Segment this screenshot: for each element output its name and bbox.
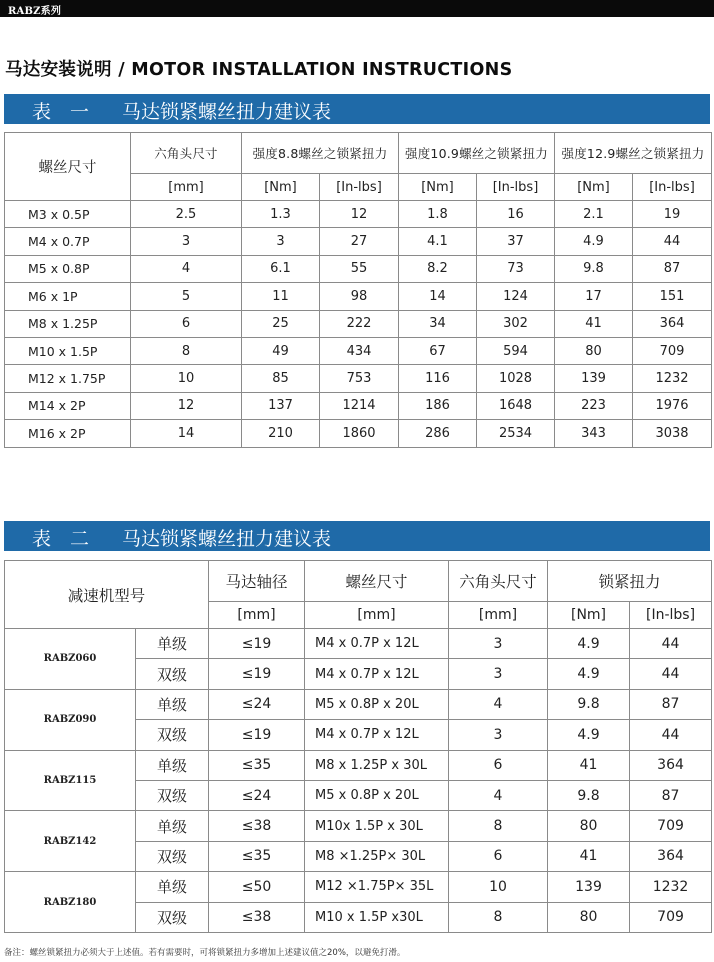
value-cell: 302 bbox=[477, 310, 555, 337]
table-row bbox=[5, 337, 712, 364]
reducer-model-cell: RABZ180 bbox=[5, 872, 136, 933]
reducer-model-cell: RABZ060 bbox=[5, 629, 136, 690]
unit-cell: [Nm] bbox=[555, 174, 633, 201]
header-hex-size: 六角头尺寸 bbox=[449, 561, 548, 602]
value-cell: 55 bbox=[320, 255, 399, 282]
unit-cell: [In-lbs] bbox=[633, 174, 712, 201]
value-cell: 27 bbox=[320, 228, 399, 255]
value-cell: 87 bbox=[633, 255, 712, 282]
table-row bbox=[5, 392, 712, 419]
table1-banner bbox=[4, 94, 710, 124]
table-row bbox=[5, 255, 712, 282]
stage-cell: 双级 bbox=[136, 841, 209, 871]
table2-banner bbox=[4, 521, 710, 551]
screw-size-cell: M16 x 2P bbox=[5, 420, 131, 447]
screw-size-cell: M8 x 1.25P bbox=[5, 310, 131, 337]
value-cell: 4.1 bbox=[399, 228, 477, 255]
screw-size-cell: M10 x 1.5P x30L bbox=[305, 902, 449, 932]
value-cell: 9.8 bbox=[548, 780, 630, 810]
value-cell: ≤24 bbox=[209, 689, 305, 719]
page-title: 马达安装说明 / MOTOR INSTALLATION INSTRUCTIONS bbox=[5, 60, 513, 80]
stage-cell: 双级 bbox=[136, 720, 209, 750]
value-cell: 709 bbox=[630, 902, 712, 932]
screw-size-cell: M4 x 0.7P bbox=[5, 228, 131, 255]
value-cell: 3 bbox=[449, 629, 548, 659]
value-cell: 9.8 bbox=[555, 255, 633, 282]
stage-cell: 单级 bbox=[136, 629, 209, 659]
value-cell: 2.5 bbox=[131, 201, 242, 228]
value-cell: ≤19 bbox=[209, 720, 305, 750]
unit-cell: [mm] bbox=[131, 174, 242, 201]
value-cell: ≤38 bbox=[209, 902, 305, 932]
value-cell: 1028 bbox=[477, 365, 555, 392]
table2-title: 马达锁紧螺丝扭力建议表 bbox=[122, 528, 332, 550]
value-cell: ≤35 bbox=[209, 750, 305, 780]
value-cell: 124 bbox=[477, 283, 555, 310]
unit-cell: [Nm] bbox=[399, 174, 477, 201]
reducer-screw-table bbox=[4, 560, 712, 933]
value-cell: 116 bbox=[399, 365, 477, 392]
table2-number: 表 二 bbox=[32, 528, 90, 550]
screw-size-cell: M6 x 1P bbox=[5, 283, 131, 310]
value-cell: 14 bbox=[399, 283, 477, 310]
unit-cell: [mm] bbox=[209, 602, 305, 629]
header-grade-8-8: 强度8.8螺丝之锁紧扭力 bbox=[242, 133, 399, 174]
stage-cell: 单级 bbox=[136, 811, 209, 841]
header-grade-12-9: 强度12.9螺丝之锁紧扭力 bbox=[555, 133, 712, 174]
value-cell: 80 bbox=[548, 811, 630, 841]
value-cell: 10 bbox=[131, 365, 242, 392]
screw-size-cell: M8 ×1.25P× 30L bbox=[305, 841, 449, 871]
value-cell: 3038 bbox=[633, 420, 712, 447]
value-cell: 6 bbox=[449, 841, 548, 871]
unit-cell: [Nm] bbox=[548, 602, 630, 629]
value-cell: 434 bbox=[320, 337, 399, 364]
value-cell: 41 bbox=[548, 841, 630, 871]
value-cell: 37 bbox=[477, 228, 555, 255]
table-row bbox=[5, 201, 712, 228]
value-cell: ≤19 bbox=[209, 659, 305, 689]
value-cell: 3 bbox=[242, 228, 320, 255]
value-cell: 709 bbox=[633, 337, 712, 364]
value-cell: 364 bbox=[633, 310, 712, 337]
value-cell: ≤35 bbox=[209, 841, 305, 871]
value-cell: 1232 bbox=[630, 872, 712, 902]
value-cell: 10 bbox=[449, 872, 548, 902]
table-row bbox=[5, 365, 712, 392]
value-cell: 44 bbox=[630, 629, 712, 659]
value-cell: 3 bbox=[449, 659, 548, 689]
value-cell: 19 bbox=[633, 201, 712, 228]
value-cell: 3 bbox=[131, 228, 242, 255]
value-cell: 4.9 bbox=[548, 629, 630, 659]
value-cell: 753 bbox=[320, 365, 399, 392]
value-cell: 67 bbox=[399, 337, 477, 364]
value-cell: 80 bbox=[555, 337, 633, 364]
stage-cell: 双级 bbox=[136, 902, 209, 932]
value-cell: 25 bbox=[242, 310, 320, 337]
table-row bbox=[5, 283, 712, 310]
footnote: 备注：螺丝锁紧扭力必须大于上述值。若有需要时，可将锁紧扭力多增加上述建议值之20%，以避免打滑。 bbox=[4, 948, 406, 958]
value-cell: 12 bbox=[320, 201, 399, 228]
screw-size-cell: M10 x 1.5P bbox=[5, 337, 131, 364]
table-row bbox=[5, 872, 712, 902]
value-cell: 286 bbox=[399, 420, 477, 447]
value-cell: 8 bbox=[131, 337, 242, 364]
table1-title: 马达锁紧螺丝扭力建议表 bbox=[122, 101, 332, 123]
value-cell: 44 bbox=[630, 720, 712, 750]
screw-size-cell: M8 x 1.25P x 30L bbox=[305, 750, 449, 780]
stage-cell: 单级 bbox=[136, 872, 209, 902]
value-cell: ≤38 bbox=[209, 811, 305, 841]
header-reducer-model: 减速机型号 bbox=[5, 561, 209, 629]
value-cell: 210 bbox=[242, 420, 320, 447]
value-cell: 4 bbox=[449, 780, 548, 810]
value-cell: 8.2 bbox=[399, 255, 477, 282]
value-cell: 73 bbox=[477, 255, 555, 282]
value-cell: 8 bbox=[449, 902, 548, 932]
value-cell: 6.1 bbox=[242, 255, 320, 282]
table-row bbox=[5, 750, 712, 780]
screw-size-cell: M12 ×1.75P× 35L bbox=[305, 872, 449, 902]
value-cell: 364 bbox=[630, 750, 712, 780]
value-cell: 87 bbox=[630, 689, 712, 719]
table-row bbox=[5, 420, 712, 447]
value-cell: 12 bbox=[131, 392, 242, 419]
value-cell: 80 bbox=[548, 902, 630, 932]
reducer-model-cell: RABZ090 bbox=[5, 689, 136, 750]
table-row bbox=[5, 310, 712, 337]
screw-size-cell: M12 x 1.75P bbox=[5, 365, 131, 392]
header-torque: 锁紧扭力 bbox=[548, 561, 712, 602]
unit-cell: [mm] bbox=[305, 602, 449, 629]
screw-size-cell: M4 x 0.7P x 12L bbox=[305, 720, 449, 750]
value-cell: 151 bbox=[633, 283, 712, 310]
value-cell: 8 bbox=[449, 811, 548, 841]
value-cell: 4 bbox=[449, 689, 548, 719]
value-cell: 709 bbox=[630, 811, 712, 841]
value-cell: 1214 bbox=[320, 392, 399, 419]
value-cell: 1232 bbox=[633, 365, 712, 392]
value-cell: 41 bbox=[548, 750, 630, 780]
unit-cell: [mm] bbox=[449, 602, 548, 629]
header-motor-shaft: 马达轴径 bbox=[209, 561, 305, 602]
value-cell: 34 bbox=[399, 310, 477, 337]
value-cell: 1.3 bbox=[242, 201, 320, 228]
stage-cell: 单级 bbox=[136, 689, 209, 719]
value-cell: 186 bbox=[399, 392, 477, 419]
value-cell: 44 bbox=[630, 659, 712, 689]
value-cell: 137 bbox=[242, 392, 320, 419]
table1-number: 表 一 bbox=[32, 101, 90, 123]
value-cell: 4.9 bbox=[548, 720, 630, 750]
value-cell: ≤50 bbox=[209, 872, 305, 902]
screw-torque-table bbox=[4, 132, 712, 448]
stage-cell: 双级 bbox=[136, 659, 209, 689]
header-screw-size: 螺丝尺寸 bbox=[5, 133, 131, 201]
stage-cell: 单级 bbox=[136, 750, 209, 780]
unit-cell: [In-lbs] bbox=[320, 174, 399, 201]
screw-size-cell: M5 x 0.8P x 20L bbox=[305, 780, 449, 810]
value-cell: 49 bbox=[242, 337, 320, 364]
value-cell: 9.8 bbox=[548, 689, 630, 719]
value-cell: 343 bbox=[555, 420, 633, 447]
value-cell: 4.9 bbox=[555, 228, 633, 255]
table-row bbox=[5, 811, 712, 841]
value-cell: 1860 bbox=[320, 420, 399, 447]
reducer-model-cell: RABZ142 bbox=[5, 811, 136, 872]
value-cell: 85 bbox=[242, 365, 320, 392]
value-cell: 2.1 bbox=[555, 201, 633, 228]
value-cell: ≤24 bbox=[209, 780, 305, 810]
value-cell: 2534 bbox=[477, 420, 555, 447]
table-row bbox=[5, 689, 712, 719]
value-cell: 11 bbox=[242, 283, 320, 310]
value-cell: 4 bbox=[131, 255, 242, 282]
value-cell: 1648 bbox=[477, 392, 555, 419]
screw-size-cell: M4 x 0.7P x 12L bbox=[305, 629, 449, 659]
reducer-model-cell: RABZ115 bbox=[5, 750, 136, 811]
header-grade-10-9: 强度10.9螺丝之锁紧扭力 bbox=[399, 133, 555, 174]
header-screw-size: 螺丝尺寸 bbox=[305, 561, 449, 602]
screw-size-cell: M5 x 0.8P bbox=[5, 255, 131, 282]
value-cell: 1.8 bbox=[399, 201, 477, 228]
unit-cell: [In-lbs] bbox=[630, 602, 712, 629]
stage-cell: 双级 bbox=[136, 780, 209, 810]
value-cell: 41 bbox=[555, 310, 633, 337]
value-cell: 16 bbox=[477, 201, 555, 228]
value-cell: 98 bbox=[320, 283, 399, 310]
value-cell: 594 bbox=[477, 337, 555, 364]
screw-size-cell: M5 x 0.8P x 20L bbox=[305, 689, 449, 719]
value-cell: 222 bbox=[320, 310, 399, 337]
series-label: RABZ系列 bbox=[8, 6, 62, 17]
value-cell: 14 bbox=[131, 420, 242, 447]
table-row bbox=[5, 228, 712, 255]
header-hex-size: 六角头尺寸 bbox=[131, 133, 242, 174]
screw-size-cell: M4 x 0.7P x 12L bbox=[305, 659, 449, 689]
screw-size-cell: M14 x 2P bbox=[5, 392, 131, 419]
unit-cell: [In-lbs] bbox=[477, 174, 555, 201]
value-cell: 4.9 bbox=[548, 659, 630, 689]
value-cell: 6 bbox=[131, 310, 242, 337]
value-cell: 223 bbox=[555, 392, 633, 419]
value-cell: 3 bbox=[449, 720, 548, 750]
value-cell: 1976 bbox=[633, 392, 712, 419]
value-cell: 139 bbox=[555, 365, 633, 392]
screw-size-cell: M10x 1.5P x 30L bbox=[305, 811, 449, 841]
screw-size-cell: M3 x 0.5P bbox=[5, 201, 131, 228]
value-cell: 364 bbox=[630, 841, 712, 871]
value-cell: 87 bbox=[630, 780, 712, 810]
value-cell: 44 bbox=[633, 228, 712, 255]
table-row bbox=[5, 629, 712, 659]
value-cell: 6 bbox=[449, 750, 548, 780]
value-cell: 17 bbox=[555, 283, 633, 310]
top-header-bar bbox=[0, 0, 714, 17]
value-cell: ≤19 bbox=[209, 629, 305, 659]
value-cell: 139 bbox=[548, 872, 630, 902]
value-cell: 5 bbox=[131, 283, 242, 310]
unit-cell: [Nm] bbox=[242, 174, 320, 201]
